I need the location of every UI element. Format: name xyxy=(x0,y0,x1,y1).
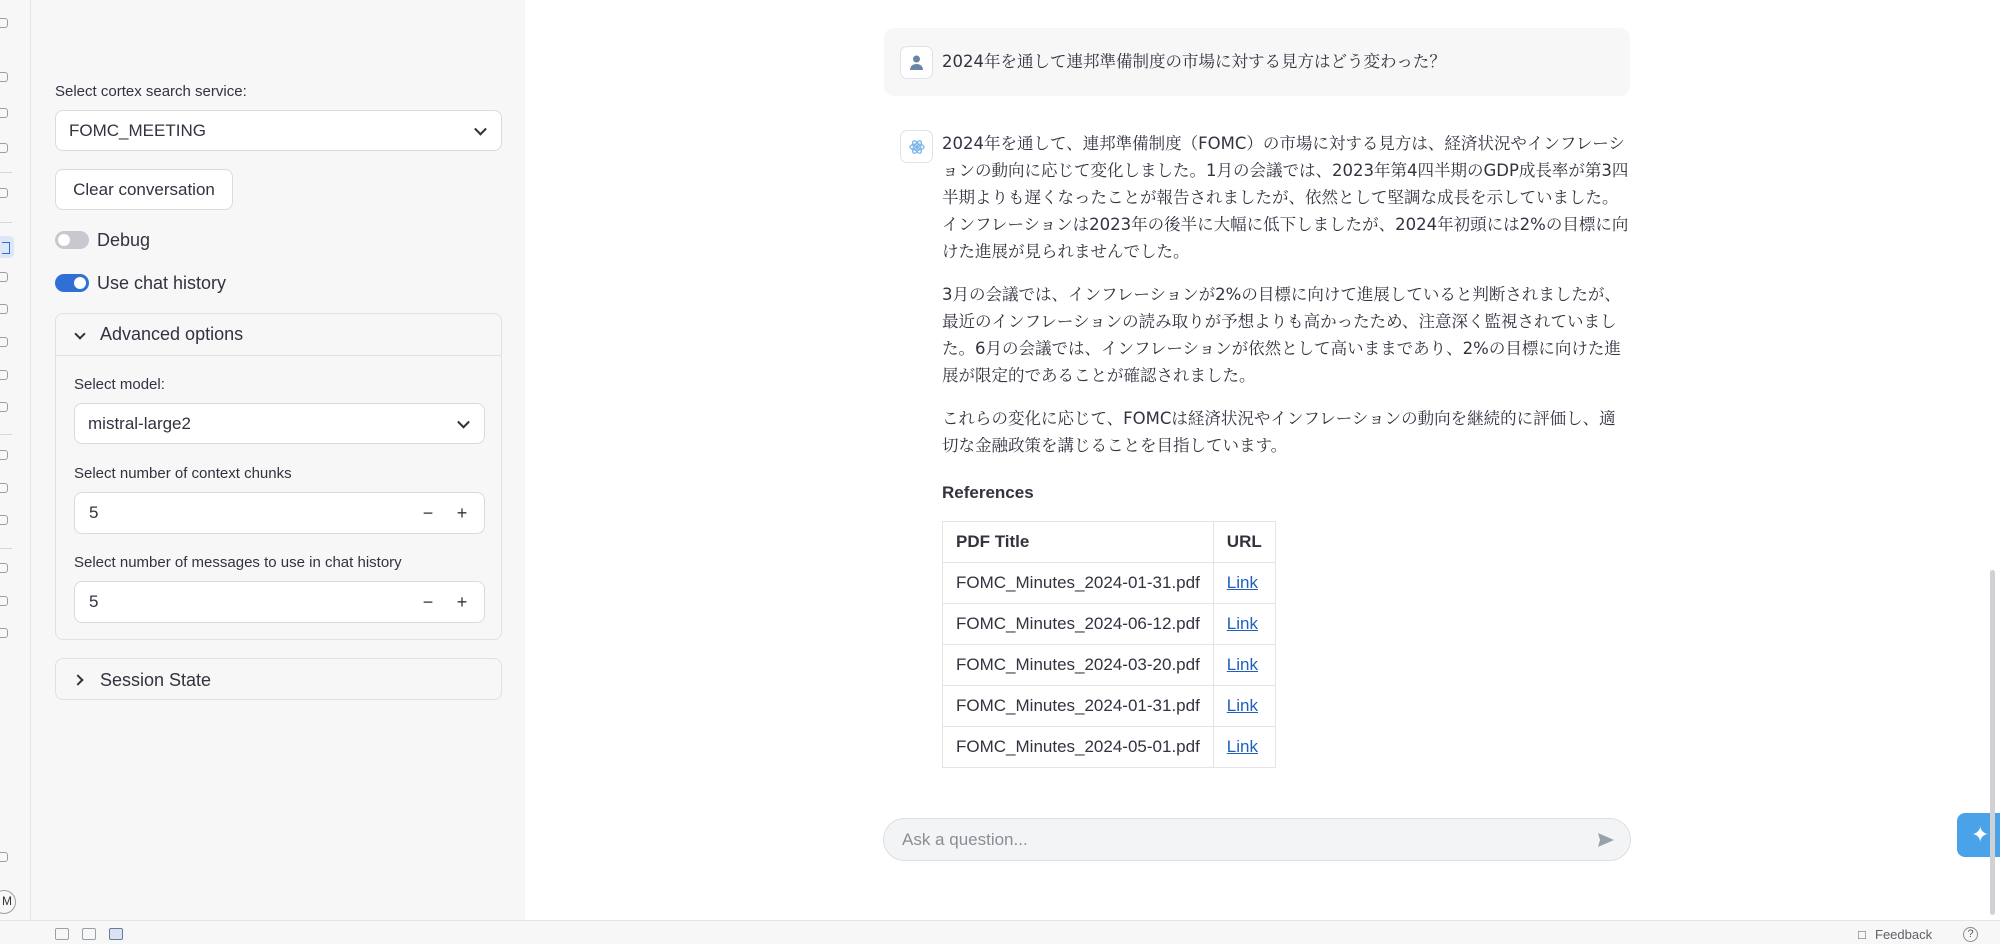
chevron-down-icon xyxy=(474,122,487,135)
nav-active-icon[interactable] xyxy=(0,236,14,258)
reference-link[interactable]: Link xyxy=(1226,573,1258,592)
left-icon-rail xyxy=(0,0,31,920)
chevron-down-icon xyxy=(457,415,470,428)
nav-icon[interactable] xyxy=(0,596,8,606)
chat-input-box[interactable] xyxy=(883,818,1631,861)
table-row xyxy=(943,645,1276,686)
nav-icon[interactable] xyxy=(0,483,8,493)
decrement-button[interactable]: − xyxy=(422,592,434,612)
nav-icon[interactable] xyxy=(0,450,8,460)
user-icon xyxy=(900,46,933,79)
table-row xyxy=(943,604,1276,645)
bottom-bar xyxy=(0,920,2000,944)
column-header: URL xyxy=(1213,522,1275,563)
search-icon[interactable] xyxy=(0,143,8,153)
layout-single-icon[interactable] xyxy=(55,928,69,940)
session-state-expander[interactable] xyxy=(55,658,502,700)
reference-link[interactable]: Link xyxy=(1226,696,1258,715)
nav-icon[interactable] xyxy=(0,515,8,525)
advanced-options-expander xyxy=(55,313,502,640)
debug-label: Debug xyxy=(97,230,151,250)
search-service-select[interactable] xyxy=(55,110,502,151)
pdf-title-cell: FOMC_Minutes_2024-01-31.pdf xyxy=(943,563,1214,604)
help-icon[interactable]: ? xyxy=(1963,927,1978,942)
feedback-icon[interactable]: □ xyxy=(1858,927,1866,942)
rail-divider xyxy=(0,172,12,173)
user-message xyxy=(884,28,1630,96)
pdf-title-cell: FOMC_Minutes_2024-05-01.pdf xyxy=(943,727,1214,768)
references-table xyxy=(942,521,1276,768)
model-value: mistral-large2 xyxy=(88,413,191,433)
reference-link[interactable]: Link xyxy=(1226,614,1258,633)
clear-conversation-button[interactable]: Clear conversation xyxy=(55,169,233,210)
assistant-icon xyxy=(900,130,933,163)
sidebar xyxy=(31,0,525,920)
answer-paragraph: 3月の会議では、インフレーションが2%の目標に向けて進展していると判断されましたが、最近のインフレーションの読み取りが予想よりも高かったため、注意深く監視されていました。6月の会議では、インフレーションが依然として高いままであり、2%の目標に向けた進展が限定的であることが確認されました。 xyxy=(942,285,1621,385)
chevron-right-icon xyxy=(72,674,83,685)
history-messages-label: Select number of messages to use in chat history xyxy=(74,554,402,571)
answer-paragraph: これらの変化に応じて、FOMCは経済状況やインフレーションの動向を継続的に評価し、適切な金融政策を講じることを目指しています。 xyxy=(942,409,1616,455)
chat-history-label: Use chat history xyxy=(97,273,227,293)
pdf-title-cell: FOMC_Minutes_2024-01-31.pdf xyxy=(943,686,1214,727)
nav-icon[interactable] xyxy=(0,304,8,314)
warning-icon[interactable] xyxy=(0,852,8,862)
nav-icon[interactable] xyxy=(0,563,8,573)
user-avatar[interactable]: M xyxy=(0,890,16,914)
layout-sidebar-icon[interactable] xyxy=(109,928,123,940)
history-messages-value[interactable]: 5 xyxy=(89,592,99,611)
nav-icon[interactable] xyxy=(0,18,8,28)
nav-icon[interactable] xyxy=(0,108,8,118)
history-messages-stepper[interactable] xyxy=(74,581,485,623)
context-chunks-stepper[interactable] xyxy=(74,492,485,534)
increment-button[interactable]: + xyxy=(456,503,468,523)
table-row xyxy=(943,563,1276,604)
references-heading: References xyxy=(942,483,1034,502)
model-label: Select model: xyxy=(74,376,165,393)
nav-icon[interactable] xyxy=(0,337,8,347)
rail-divider xyxy=(0,548,12,549)
advanced-options-title: Advanced options xyxy=(100,324,244,344)
model-select[interactable] xyxy=(74,403,485,444)
user-question-text: 2024年を通して連邦準備制度の市場に対する見方はどう変わった？ xyxy=(942,52,1446,71)
scrollbar[interactable] xyxy=(1990,570,1995,915)
feedback-link[interactable]: Feedback xyxy=(1875,927,1933,942)
send-icon[interactable] xyxy=(1596,830,1616,850)
answer-paragraph: 2024年を通して、連邦準備制度（FOMC）の市場に対する見方は、経済状況やインフレーションの動向に応じて変化しました。1月の会議では、2023年第4四半期のGDP成長率が第3四半期よりも遅くなったことが報告されましたが、依然として堅調な成長を示していました。インフレーションは2023年の後半に大幅に低下しましたが、2024年初頭には2%の目標に向けた進展が見られませんでした。 xyxy=(942,134,1629,261)
rail-divider xyxy=(0,222,12,223)
pdf-title-cell: FOMC_Minutes_2024-06-12.pdf xyxy=(943,604,1214,645)
layout-split-icon[interactable] xyxy=(82,928,96,940)
session-state-title: Session State xyxy=(100,669,212,690)
nav-icon[interactable] xyxy=(0,628,8,638)
column-header: PDF Title xyxy=(943,522,1214,563)
search-service-label: Select cortex search service: xyxy=(55,83,247,100)
nav-icon[interactable] xyxy=(0,72,8,82)
pdf-title-cell: FOMC_Minutes_2024-03-20.pdf xyxy=(943,645,1214,686)
search-service-value: FOMC_MEETING xyxy=(69,120,206,140)
increment-button[interactable]: + xyxy=(456,592,468,612)
table-row xyxy=(943,727,1276,768)
reference-link[interactable]: Link xyxy=(1226,655,1258,674)
debug-toggle[interactable] xyxy=(55,231,89,249)
table-row xyxy=(943,686,1276,727)
context-chunks-label: Select number of context chunks xyxy=(74,465,292,482)
nav-icon[interactable] xyxy=(0,188,8,198)
chat-history-toggle[interactable] xyxy=(55,274,89,292)
nav-icon[interactable] xyxy=(0,370,8,380)
advanced-options-header[interactable] xyxy=(56,314,501,356)
assistant-answer xyxy=(942,130,1632,475)
nav-icon[interactable] xyxy=(0,272,8,282)
context-chunks-value[interactable]: 5 xyxy=(89,503,99,522)
nav-icon[interactable] xyxy=(0,402,8,412)
session-state-header[interactable] xyxy=(56,659,501,701)
table-header-row xyxy=(943,522,1276,563)
decrement-button[interactable]: − xyxy=(422,503,434,523)
chat-input[interactable] xyxy=(902,819,1582,860)
rail-divider xyxy=(0,434,12,435)
chevron-down-icon xyxy=(74,328,85,339)
reference-link[interactable]: Link xyxy=(1226,737,1258,756)
sparkle-icon: ✦ xyxy=(1971,822,1990,847)
